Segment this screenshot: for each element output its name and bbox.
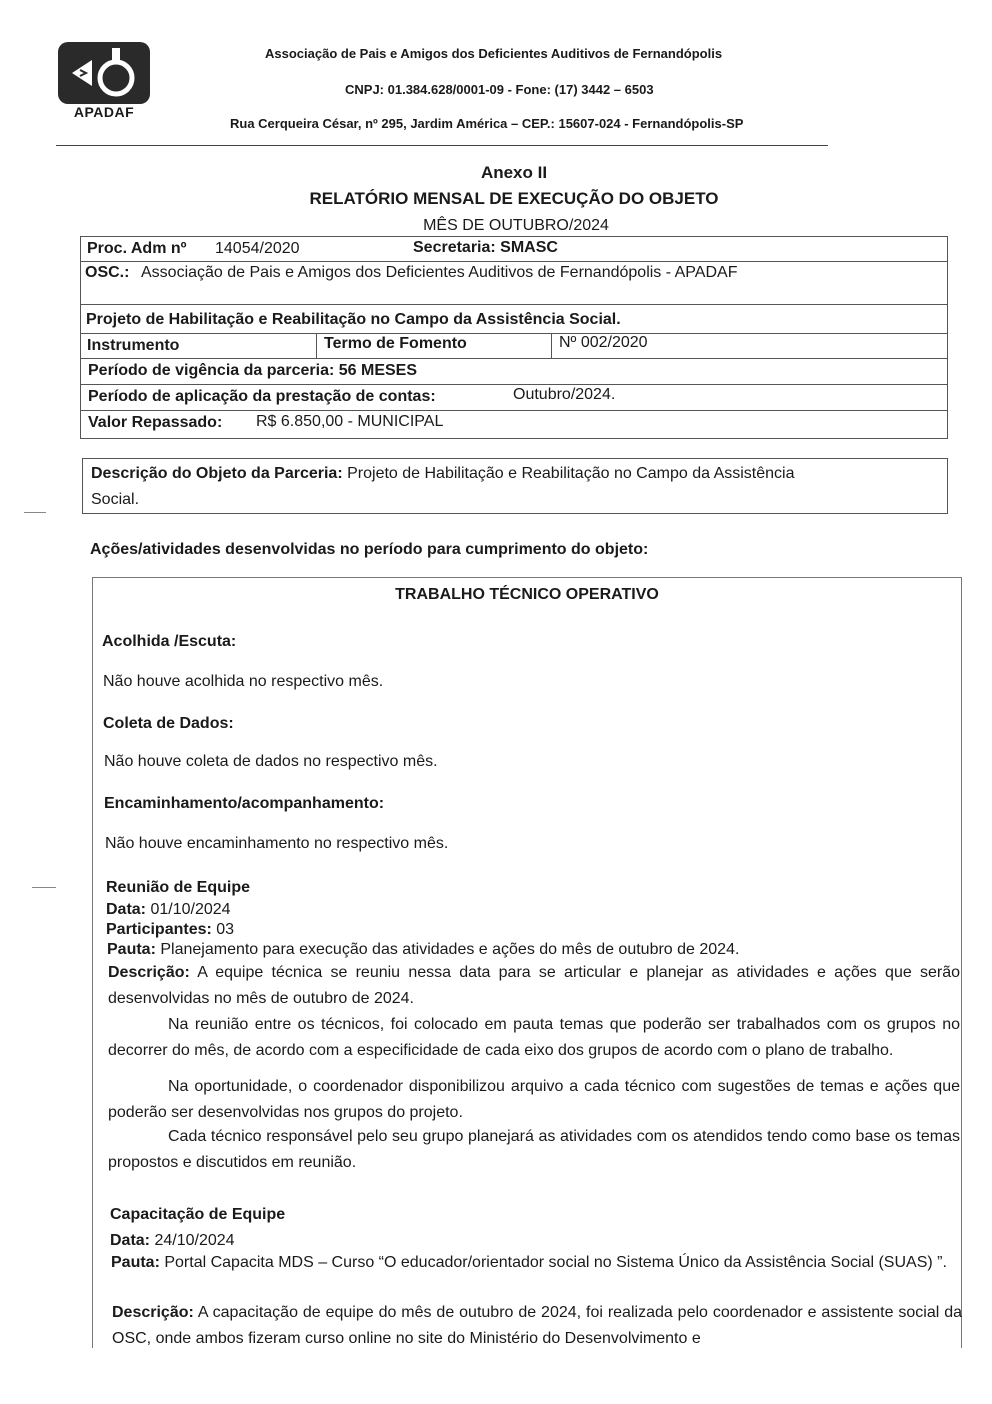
reuniao-pauta-value: Planejamento para execução das atividades e ações do mês de outubro de 2024.	[160, 941, 740, 958]
instrument-number: Nº 002/2020	[559, 334, 648, 351]
capacitacao-data-value: 24/10/2024	[154, 1232, 235, 1249]
vigencia-text: Período de vigência da parceria: 56 MESES	[88, 362, 418, 379]
secretaria-label: Secretaria: SMASC	[413, 239, 558, 256]
cnpj-phone: CNPJ: 01.384.628/0001-09 - Fone: (17) 3442 – 6503	[345, 82, 654, 97]
reuniao-paragraph-1: Na reunião entre os técnicos, foi colocado em pauta temas que poderão ser trabalhados com os grupos no decorrer do mês, de acordo com a especificidade de cada eixo dos grupos de acordo com o plano de trabalho.	[108, 1016, 960, 1059]
object-description-box	[82, 458, 948, 514]
acolhida-title: Acolhida /Escuta:	[102, 633, 237, 650]
proc-label: Proc. Adm nº	[87, 240, 187, 257]
repasse-value: R$ 6.850,00 - MUNICIPAL	[256, 413, 444, 430]
technical-work-title: TRABALHO TÉCNICO OPERATIVO	[395, 586, 659, 603]
capacitacao-pauta-value: Portal Capacita MDS – Curso “O educador/orientador social no Sistema Único da Assistência Social (SUAS) ”.	[164, 1254, 947, 1271]
actions-title: Ações/atividades desenvolvidas no período para cumprimento do objeto:	[90, 541, 649, 558]
description-text: Projeto de Habilitação e Reabilitação no Campo da Assistência	[347, 465, 795, 482]
reuniao-pauta	[107, 941, 739, 959]
capacitacao-title: Capacitação de Equipe	[110, 1206, 286, 1223]
acolhida-text: Não houve acolhida no respectivo mês.	[103, 673, 384, 690]
osc-label: OSC.:	[85, 264, 130, 281]
reuniao-descricao	[108, 960, 960, 1012]
info-row-osc	[81, 262, 947, 305]
description-line2: Social.	[91, 491, 140, 508]
report-month: MÊS DE OUTUBRO/2024	[423, 217, 609, 234]
address: Rua Cerqueira César, nº 295, Jardim América – CEP.: 15607-024 - Fernandópolis-SP	[230, 116, 744, 131]
reuniao-data	[106, 901, 231, 919]
aplicacao-value: Outubro/2024.	[513, 386, 616, 403]
repasse-label: Valor Repassado:	[88, 414, 223, 431]
capacitacao-pauta	[111, 1250, 960, 1276]
table-divider	[551, 334, 552, 358]
reuniao-descricao-label: Descrição:	[108, 964, 190, 981]
scan-mark	[32, 887, 56, 888]
coleta-title: Coleta de Dados:	[103, 715, 234, 732]
description-label: Descrição do Objeto da Parceria:	[91, 465, 343, 482]
reuniao-paragraph-3: Cada técnico responsável pelo seu grupo planejará as atividades com os atendidos tendo como base os temas propostos e discutidos em reunião.	[108, 1128, 960, 1171]
project-name: Projeto de Habilitação e Reabilitação no Campo da Assistência Social.	[86, 311, 621, 328]
reuniao-participantes	[106, 921, 234, 939]
info-row-instrument	[81, 334, 947, 359]
capacitacao-pauta-label: Pauta:	[111, 1254, 160, 1271]
reuniao-title: Reunião de Equipe	[106, 879, 251, 896]
proc-value: 14054/2020	[215, 240, 300, 257]
capacitacao-descricao-value: A capacitação de equipe do mês de outubro de 2024, foi realizada pelo coordenador e assistente social da OSC, onde ambos fizeram curso online no site do Ministério do Desenvolvimento e	[112, 1304, 963, 1347]
organization-name: Associação de Pais e Amigos dos Deficientes Auditivos de Fernandópolis	[265, 46, 723, 61]
reuniao-participantes-label: Participantes:	[106, 921, 212, 938]
aplicacao-label: Período de aplicação da prestação de contas:	[88, 388, 436, 405]
description-line1	[91, 461, 794, 487]
info-row-repasse	[81, 411, 947, 438]
table-divider	[316, 334, 317, 358]
info-row-vigencia	[81, 359, 947, 385]
capacitacao-descricao	[112, 1300, 962, 1352]
osc-value: Associação de Pais e Amigos dos Deficientes Auditivos de Fernandópolis - APADAF	[141, 264, 738, 281]
annex-title: Anexo II	[480, 163, 548, 182]
instrument-label: Instrumento	[87, 337, 180, 354]
instrument-type: Termo de Fomento	[324, 335, 467, 352]
info-row-project	[81, 305, 947, 334]
reuniao-data-value: 01/10/2024	[150, 901, 231, 918]
reuniao-paragraph-2: Na oportunidade, o coordenador disponibilizou arquivo a cada técnico com sugestões de temas e ações que poderão ser desenvolvidas nos grupos do projeto.	[108, 1078, 960, 1121]
logo-emblem-icon	[58, 42, 150, 104]
header-divider	[56, 145, 828, 146]
encaminhamento-text: Não houve encaminhamento no respectivo mês.	[105, 835, 449, 852]
capacitacao-data-label: Data:	[110, 1232, 151, 1249]
scan-mark	[24, 512, 46, 513]
info-table	[80, 236, 948, 439]
info-row-proc	[81, 237, 947, 262]
report-title: RELATÓRIO MENSAL DE EXECUÇÃO DO OBJETO	[309, 189, 719, 208]
reuniao-participantes-value: 03	[216, 921, 235, 938]
reuniao-descricao-value: A equipe técnica se reuniu nessa data para se articular e planejar as atividades e ações que serão desenvolvidas no mês de outubro de 2024.	[108, 964, 961, 1007]
capacitacao-data	[110, 1232, 235, 1250]
coleta-text: Não houve coleta de dados no respectivo mês.	[104, 753, 438, 770]
capacitacao-descricao-label: Descrição:	[112, 1304, 194, 1321]
encaminhamento-title: Encaminhamento/acompanhamento:	[104, 795, 385, 812]
info-row-aplicacao	[81, 385, 947, 411]
reuniao-pauta-label: Pauta:	[107, 941, 156, 958]
logo-text: APADAF	[73, 104, 135, 120]
apadaf-logo	[58, 42, 150, 124]
reuniao-data-label: Data:	[106, 901, 147, 918]
